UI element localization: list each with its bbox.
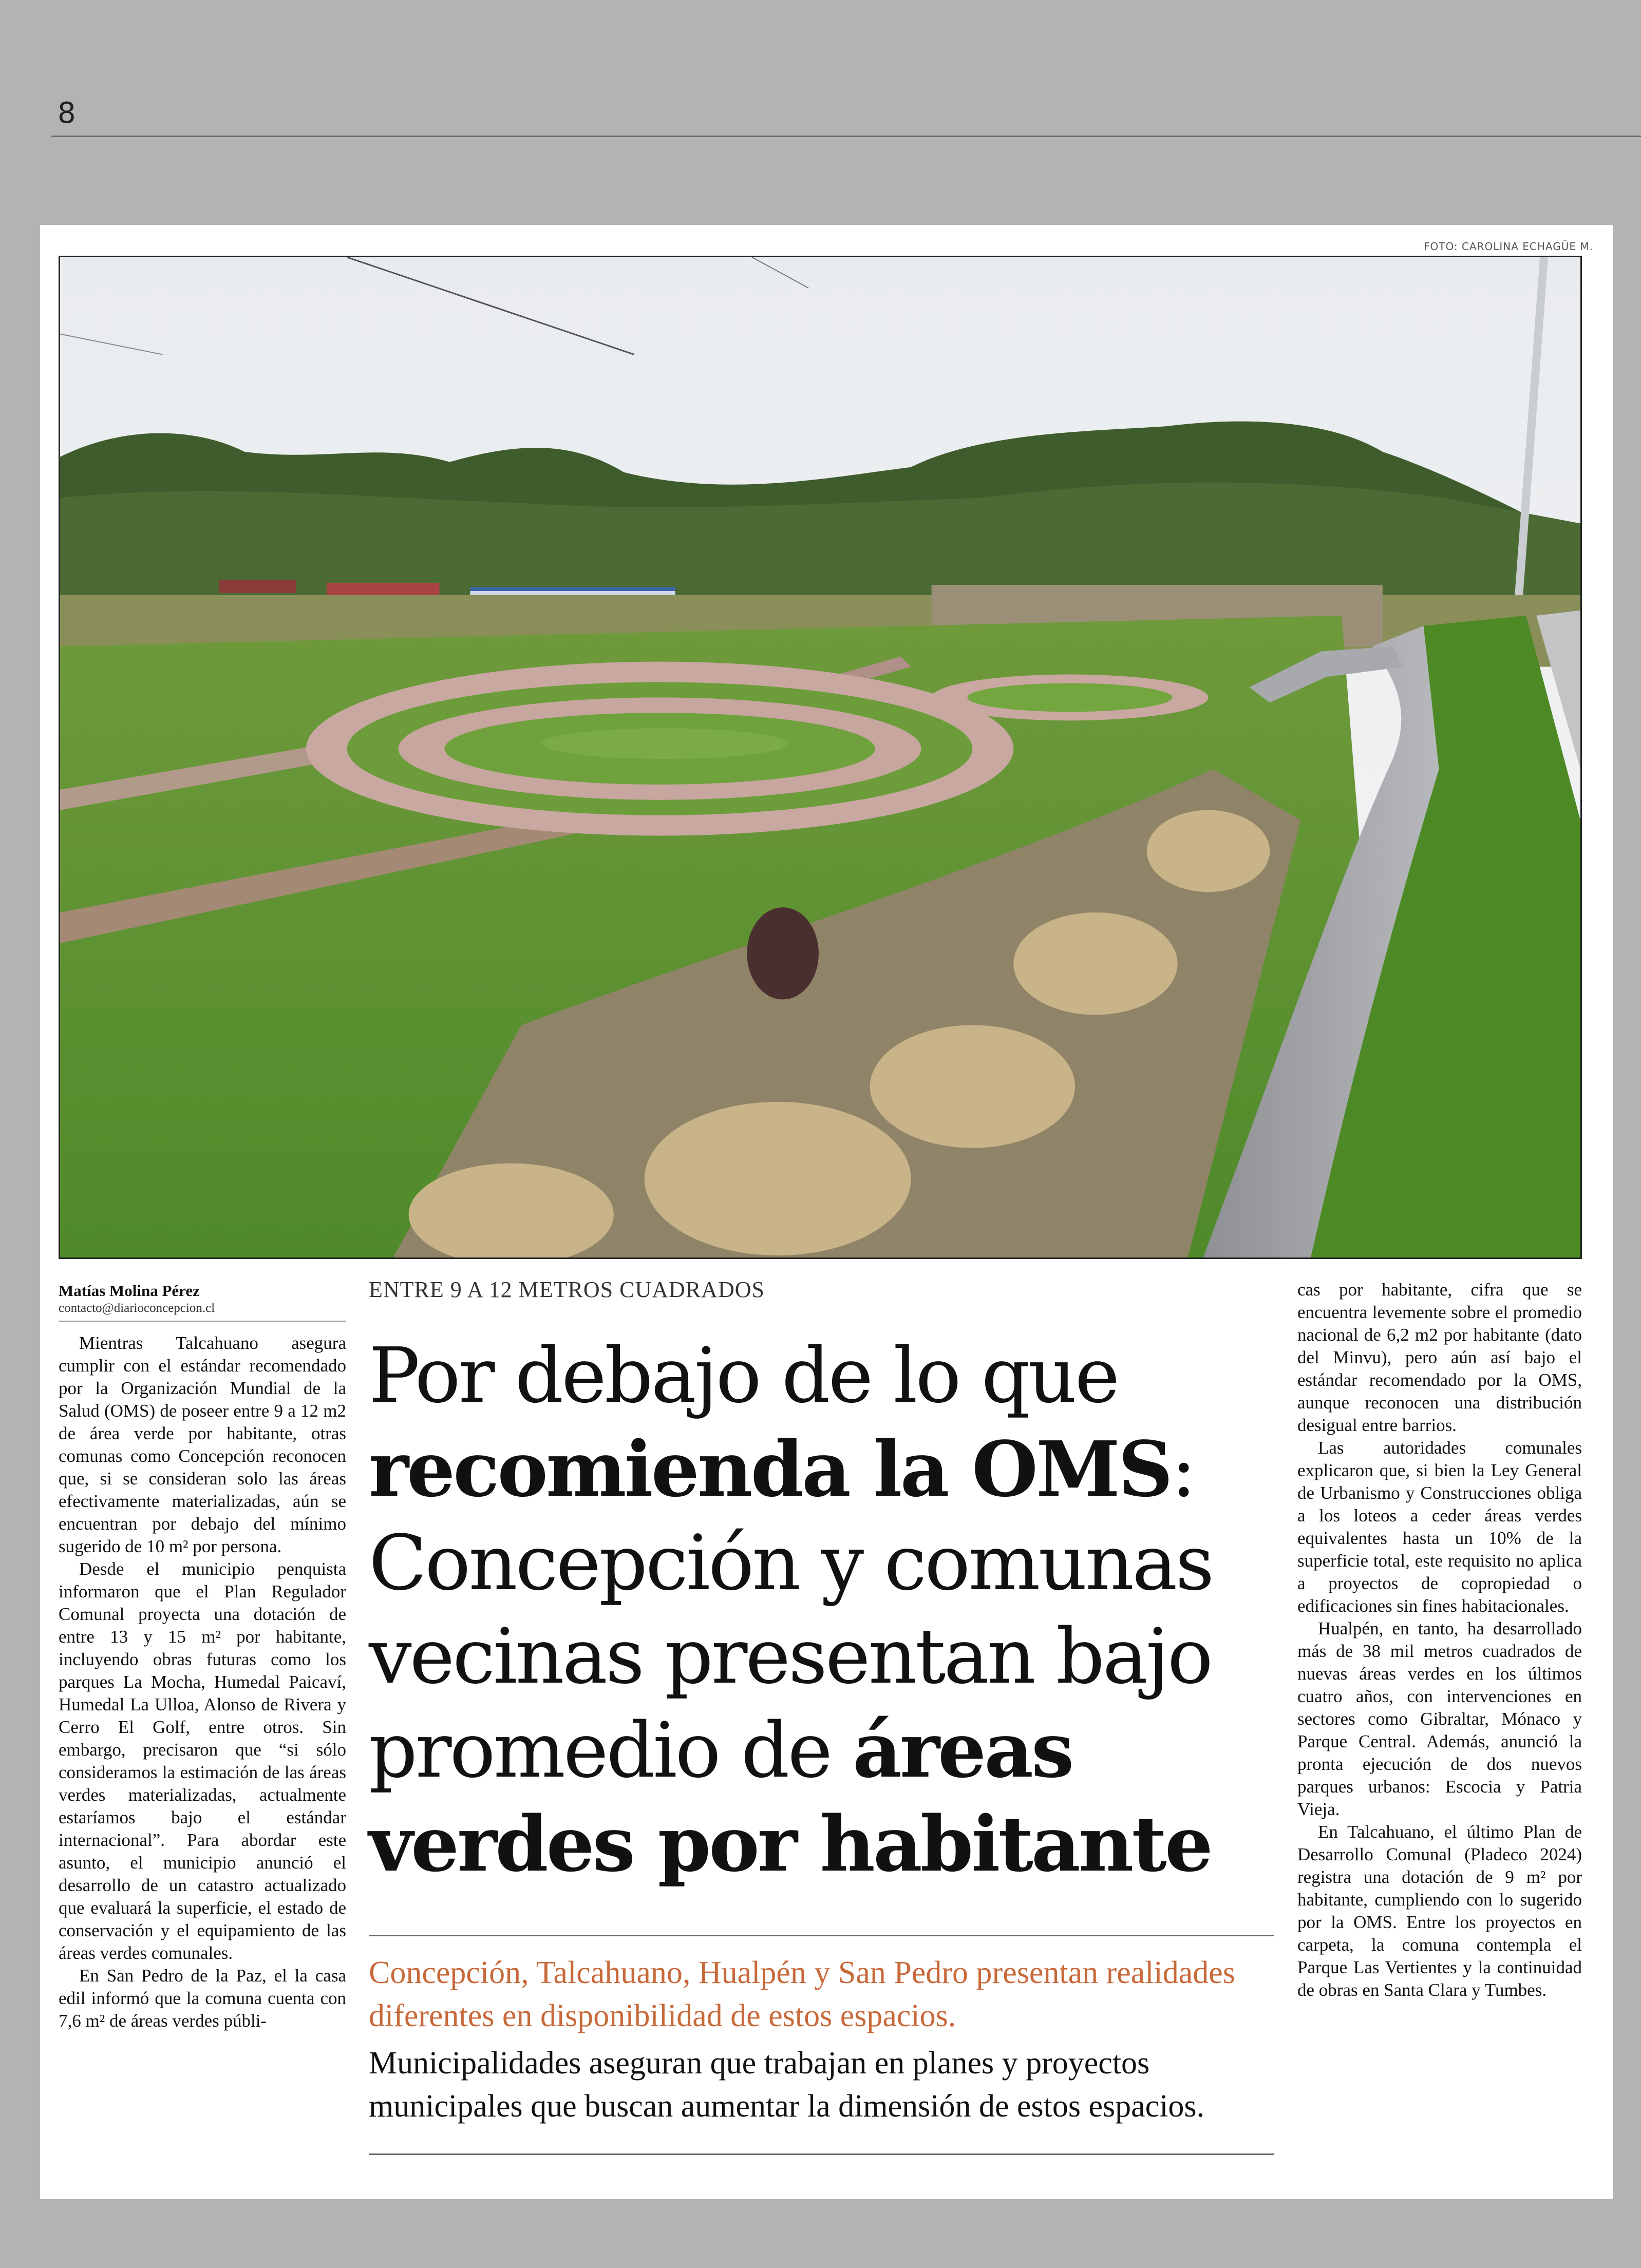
article-column-right [1297, 1279, 1582, 2002]
paragraph: cas por habitante, cifra que se encuentra levemente sobre el promedio nacional de 6,2 m2 por habitante (dato del Minvu), pero aún así bajo el estándar recomendado por la OMS, aunque reconocen una distribución desigual entre barrios. [1297, 1280, 1582, 1435]
byline [59, 1282, 346, 1322]
headline-plain: promedio de [369, 1706, 853, 1795]
article-column-left [59, 1332, 346, 2032]
deck-rule [369, 2153, 1274, 2155]
newspaper-page [40, 225, 1613, 2199]
park-photo-illustration [60, 257, 1580, 1257]
paragraph: Desde el municipio penquista informaron que el Plan Regulador Comunal proyecta una dotación de entre 13 y 15 m² por habitante, incluyendo obras futuras como los parques La Mocha, Humedal Paicaví, Humedal La Ulloa, Alonso de Rivera y Cerro El Golf, entre otros. Sin embargo, precisaron que “si sólo consideramos la estimación de las áreas verdes materializadas, actualmente estaríamos bajo el estándar internacional”. Para abordar este asunto, el municipio anunció el desarrollo de un catastro actualizado que evaluará la superficie, el estado de conservación y el equipamiento de las áreas verdes comunales. [59, 1559, 346, 1963]
paragraph: Hualpén, en tanto, ha desarrollado más de 38 mil metros cuadrados de nuevas áreas verdes en los últimos cuatro años, con intervenciones en sectores como Gibraltar, Mónaco y Parque Central. Además, anunció la pronta ejecución de dos nuevos parques urbanos: Escocia y Patria Vieja. [1297, 1618, 1582, 1819]
paragraph: Mientras Talcahuano asegura cumplir con el estándar recomendado por la Organización Mundial de la Salud (OMS) de poseer entre 9 a 12 m2 de área verde por habitante, otras comunas como Concepción reconocen que, si se consideran solo las áreas efectivamente materializadas, aún se encuentran por debajo del mínimo sugerido de 10 m² por persona. [59, 1333, 346, 1556]
headline-line: vecinas presentan bajo [369, 1612, 1211, 1701]
photo-credit: FOTO: CAROLINA ECHAGÜE M. [1424, 240, 1593, 253]
author-email: contacto@diarioconcepcion.cl [59, 1301, 215, 1315]
paragraph: En Talcahuano, el último Plan de Desarrollo Comunal (Pladeco 2024) registra una dotación de 9 m² por habitante, cumpliendo con lo sugerido por la OMS. Entre los proyectos en carpeta, la comuna contempla el Parque Las Vertientes y la continuidad de obras en Santa Clara y Tumbes. [1297, 1822, 1582, 2000]
paragraph: En San Pedro de la Paz, el la casa edil informó que la comuna cuenta con 7,6 m² de áreas verdes públi- [59, 1966, 346, 2031]
deck: Municipalidades aseguran que trabajan en planes y proyectos municipales que buscan aumentar la dimensión de estos espacios. [369, 2046, 1205, 2124]
headline-line [369, 1422, 1278, 1516]
headline-line [369, 1703, 1278, 1797]
headline-line: verdes por habitante [369, 1799, 1211, 1889]
headline-bold: áreas [853, 1705, 1072, 1795]
headline-line: Por debajo de lo que [369, 1331, 1118, 1420]
author-name: Matías Molina Pérez [59, 1282, 200, 1300]
kicker: ENTRE 9 A 12 METROS CUADRADOS [369, 1277, 765, 1302]
headline-line: Concepción y comunas [369, 1519, 1213, 1607]
byline-rule [59, 1321, 346, 1322]
page-number: 8 [58, 97, 76, 130]
headline-bold: recomienda la OMS [369, 1424, 1171, 1514]
paragraph: Las autoridades comunales explicaron que, si bien la Ley General de Urbanismo y Construcciones obliga a los loteos a ceder áreas verdes equivalentes hasta un 10% de la superficie total, este requisito no aplica a proyectos de copropiedad o edificaciones sin fines habitacionales. [1297, 1438, 1582, 1616]
headline-punct: : [1171, 1425, 1195, 1514]
park-photo [59, 256, 1582, 1259]
header-rule [51, 136, 1641, 137]
headline [369, 1329, 1278, 1891]
deck-highlight: Concepción, Talcahuano, Hualpén y San Pedro presentan realidades diferentes en disponibilidad de estos espacios. [369, 1955, 1235, 2033]
headline-rule [369, 1935, 1274, 1936]
